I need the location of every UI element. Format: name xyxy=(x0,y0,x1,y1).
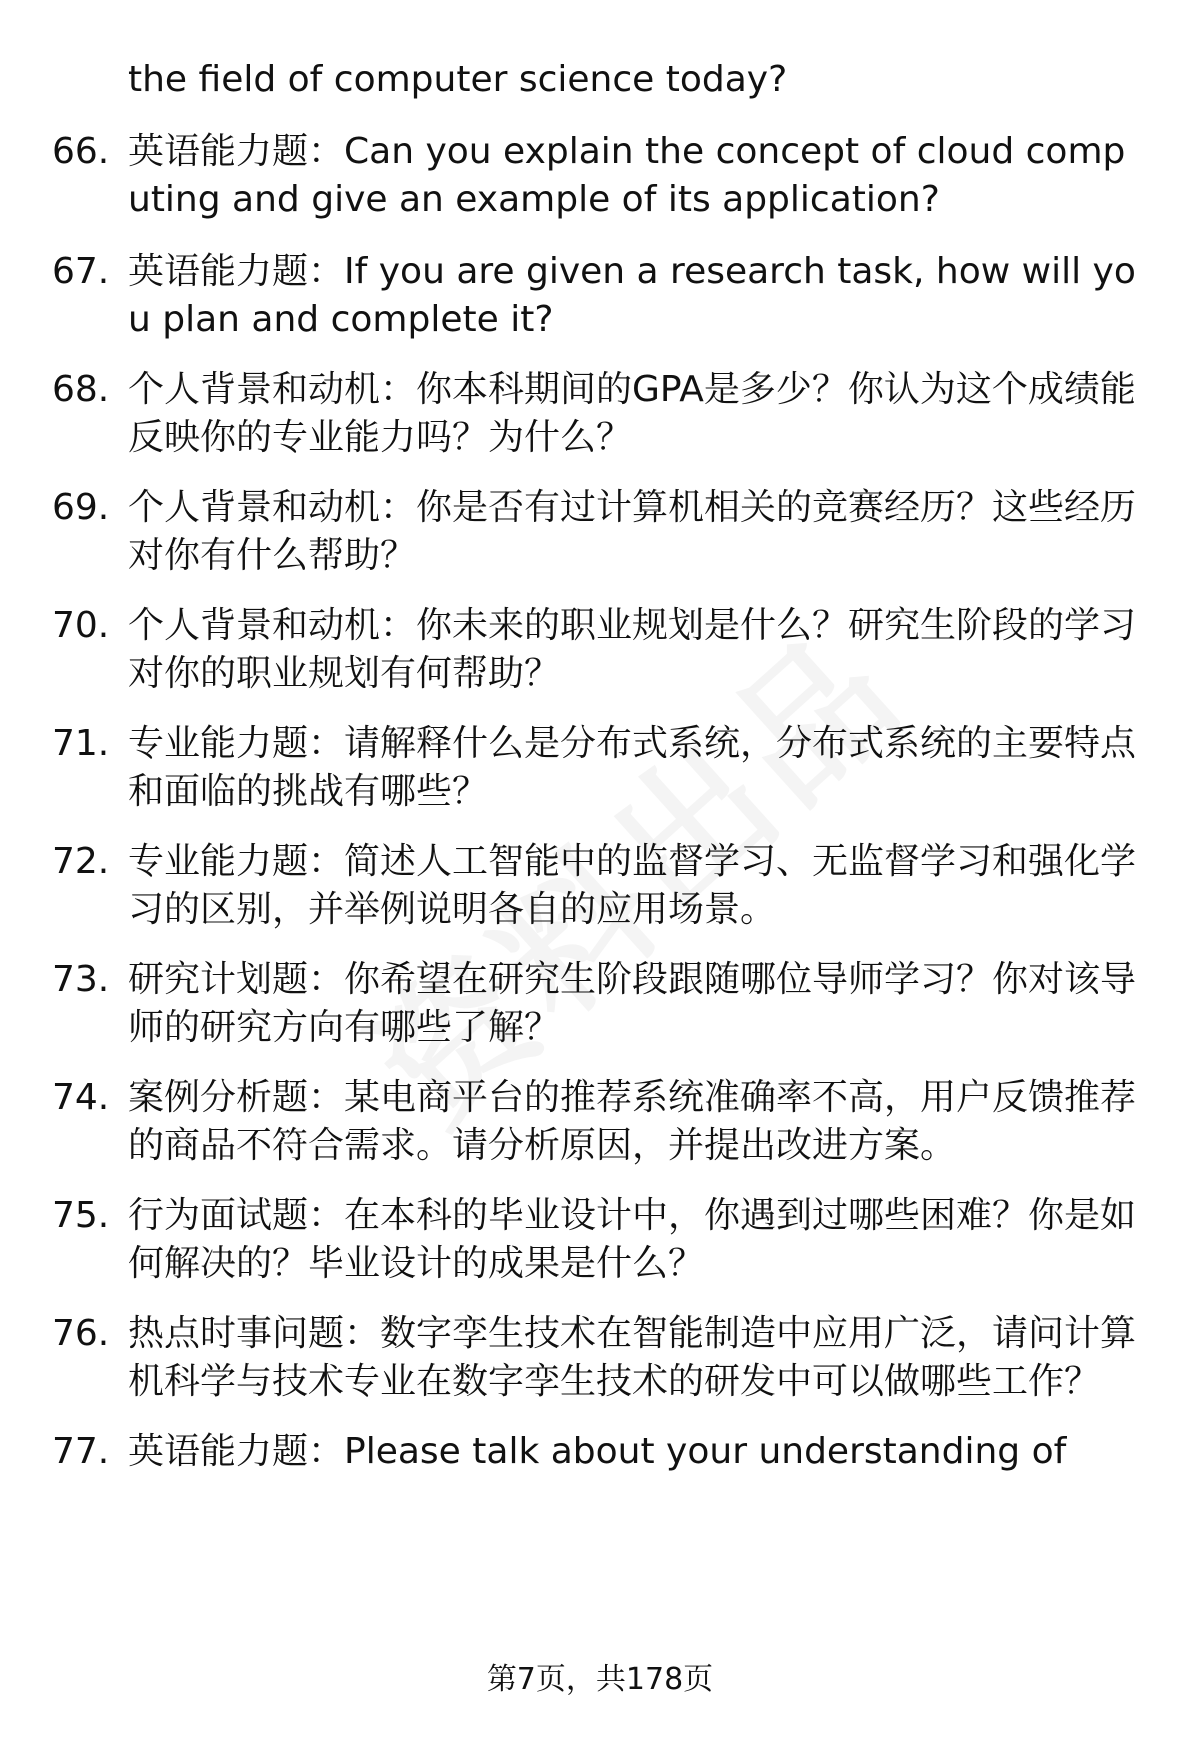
item-text: 英语能力题：If you are given a research task, how will you plan and complete it? xyxy=(128,251,1136,340)
item-text: 英语能力题：Can you explain the concept of cloud computing and give an example of its application? xyxy=(128,131,1126,220)
item-text: 英语能力题：Please talk about your understanding of xyxy=(128,1431,1067,1472)
item-number: 69. xyxy=(52,487,110,528)
continuation-line: the field of computer science today? xyxy=(128,59,788,100)
item-number: 66. xyxy=(52,131,110,172)
item-text: 案例分析题：某电商平台的推荐系统准确率不高，用户反馈推荐的商品不符合需求。请分析原因，并提出改进方案。 xyxy=(128,1077,1137,1166)
item-number: 73. xyxy=(52,959,110,1000)
item-number: 77. xyxy=(52,1431,110,1472)
item-text: 专业能力题：简述人工智能中的监督学习、无监督学习和强化学习的区别，并举例说明各自的应用场景。 xyxy=(128,841,1137,930)
item-text: 专业能力题：请解释什么是分布式系统，分布式系统的主要特点和面临的挑战有哪些？ xyxy=(128,723,1137,812)
item-number: 68. xyxy=(52,369,110,410)
item-number: 74. xyxy=(52,1077,110,1118)
item-number: 71. xyxy=(52,723,110,764)
item-text: 个人背景和动机：你本科期间的GPA是多少？你认为这个成绩能反映你的专业能力吗？为什么？ xyxy=(128,369,1136,458)
item-text: 研究计划题：你希望在研究生阶段跟随哪位导师学习？你对该导师的研究方向有哪些了解？ xyxy=(128,959,1137,1048)
item-text: 个人背景和动机：你是否有过计算机相关的竞赛经历？这些经历对你有什么帮助？ xyxy=(128,487,1137,576)
item-number: 75. xyxy=(52,1195,110,1236)
page-footer: 第7页，共178页 xyxy=(486,1662,714,1697)
item-number: 67. xyxy=(52,251,110,292)
item-number: 76. xyxy=(52,1313,110,1354)
item-text: 个人背景和动机：你未来的职业规划是什么？研究生阶段的学习对你的职业规划有何帮助？ xyxy=(128,605,1137,694)
item-number: 70. xyxy=(52,605,110,646)
item-text: 行为面试题：在本科的毕业设计中，你遇到过哪些困难？你是如何解决的？毕业设计的成果是什么？ xyxy=(128,1195,1137,1284)
item-text: 热点时事问题：数字孪生技术在智能制造中应用广泛，请问计算机科学与技术专业在数字孪生技术的研发中可以做哪些工作？ xyxy=(128,1313,1137,1402)
item-number: 72. xyxy=(52,841,110,882)
